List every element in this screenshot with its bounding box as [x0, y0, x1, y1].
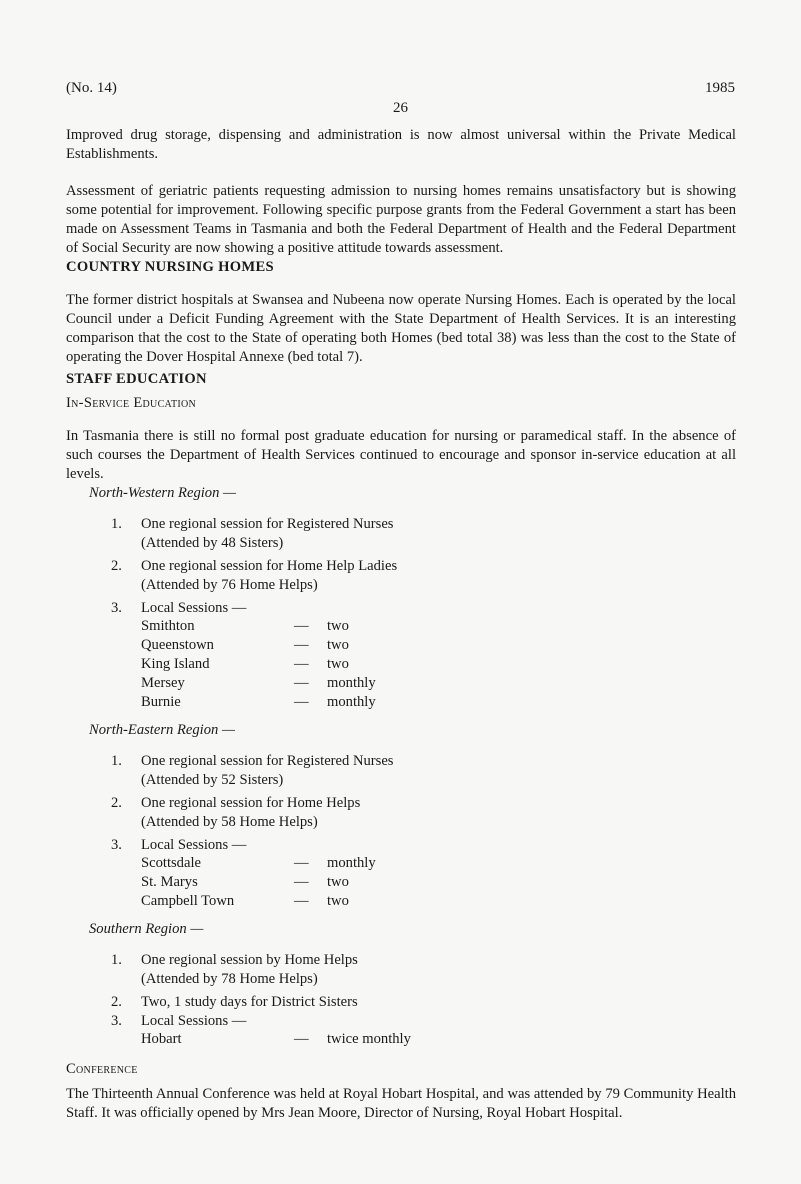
- session-location: Hobart: [141, 1031, 182, 1047]
- session-location: Smithton: [141, 618, 195, 634]
- document-year: 1985: [705, 80, 735, 96]
- session-frequency: monthly: [327, 694, 376, 710]
- item-attendance: (Attended by 78 Home Helps): [141, 971, 318, 987]
- session-dash: —: [294, 893, 309, 909]
- session-frequency: two: [327, 637, 349, 653]
- item-text: One regional session for Home Help Ladies: [141, 558, 398, 574]
- session-frequency: two: [327, 893, 349, 909]
- staff-education-heading: STAFF EDUCATION: [66, 371, 207, 387]
- document-number: (No. 14): [66, 80, 117, 96]
- session-location: Campbell Town: [141, 893, 235, 909]
- item-number: 1.: [111, 952, 122, 968]
- item-text: One regional session for Registered Nurses: [141, 753, 394, 769]
- conference-heading: Conference: [66, 1061, 138, 1077]
- session-dash: —: [294, 855, 309, 871]
- country-nursing-homes-paragraph: The former district hospitals at Swansea and Nubeena now operate Nursing Homes. Each is operated by the local Council under a Deficit Funding Agreement with the State Department of Health Services. It is an interesting comparison that the cost to the State of operating both Homes (bed total 38) was less than the cost to the State of operating the Dover Hospital Annexe (bed total 7).: [66, 292, 736, 365]
- session-location: Scottsdale: [141, 855, 201, 871]
- item-number: 2.: [111, 558, 122, 574]
- session-location: Burnie: [141, 694, 181, 710]
- session-location: St. Marys: [141, 874, 198, 890]
- session-dash: —: [294, 637, 309, 653]
- session-dash: —: [294, 1031, 309, 1047]
- item-number: 3.: [111, 1013, 122, 1029]
- item-number: 2.: [111, 994, 122, 1010]
- session-frequency: two: [327, 656, 349, 672]
- session-frequency: two: [327, 618, 349, 634]
- session-location: Queenstown: [141, 637, 214, 653]
- conference-paragraph: The Thirteenth Annual Conference was held at Royal Hobart Hospital, and was attended by 79 Community Health Staff. It was officially opened by Mrs Jean Moore, Director of Nursing, Royal Hobart Hospital.: [66, 1086, 736, 1121]
- item-number: 3.: [111, 600, 122, 616]
- item-number: 2.: [111, 795, 122, 811]
- country-nursing-homes-heading: COUNTRY NURSING HOMES: [66, 259, 274, 275]
- session-location: King Island: [141, 656, 210, 672]
- session-frequency: monthly: [327, 855, 376, 871]
- item-number: 1.: [111, 753, 122, 769]
- item-text: One regional session for Home Helps: [141, 795, 361, 811]
- item-text: Local Sessions —: [141, 837, 247, 853]
- page-number: 26: [393, 100, 408, 116]
- item-attendance: (Attended by 52 Sisters): [141, 772, 284, 788]
- session-frequency: two: [327, 874, 349, 890]
- item-text: One regional session by Home Helps: [141, 952, 358, 968]
- session-dash: —: [294, 694, 309, 710]
- session-frequency: monthly: [327, 675, 376, 691]
- in-service-education-subheading: In-Service Education: [66, 395, 197, 411]
- item-number: 3.: [111, 837, 122, 853]
- north-western-region-title: North-Western Region —: [89, 485, 237, 501]
- session-frequency: twice monthly: [327, 1031, 411, 1047]
- session-location: Mersey: [141, 675, 185, 691]
- in-service-education-paragraph: In Tasmania there is still no formal post graduate education for nursing or paramedical staff. In the absence of such courses the Department of Health Services continued to encourage and sponsor in-service education at all levels.: [66, 428, 736, 482]
- intro-paragraph-1: Improved drug storage, dispensing and administration is now almost universal within the Private Medical Establishments.: [66, 127, 736, 162]
- item-text: Local Sessions —: [141, 1013, 247, 1029]
- session-dash: —: [294, 675, 309, 691]
- item-text: One regional session for Registered Nurses: [141, 516, 394, 532]
- southern-region-title: Southern Region —: [89, 921, 204, 937]
- item-attendance: (Attended by 48 Sisters): [141, 535, 284, 551]
- item-text: Two, 1 study days for District Sisters: [141, 994, 358, 1010]
- north-eastern-region-title: North-Eastern Region —: [89, 722, 235, 738]
- item-number: 1.: [111, 516, 122, 532]
- item-text: Local Sessions —: [141, 600, 247, 616]
- session-dash: —: [294, 656, 309, 672]
- session-dash: —: [294, 874, 309, 890]
- session-dash: —: [294, 618, 309, 634]
- item-attendance: (Attended by 58 Home Helps): [141, 814, 318, 830]
- intro-paragraph-2: Assessment of geriatric patients requesting admission to nursing homes remains unsatisfactory but is showing some potential for improvement. Following specific purpose grants from the Federal Government a start has been made on Assessment Teams in Tasmania and both the Federal Department of Health and the Federal Department of Social Security are now showing a positive attitude towards assessment.: [66, 183, 736, 256]
- item-attendance: (Attended by 76 Home Helps): [141, 577, 318, 593]
